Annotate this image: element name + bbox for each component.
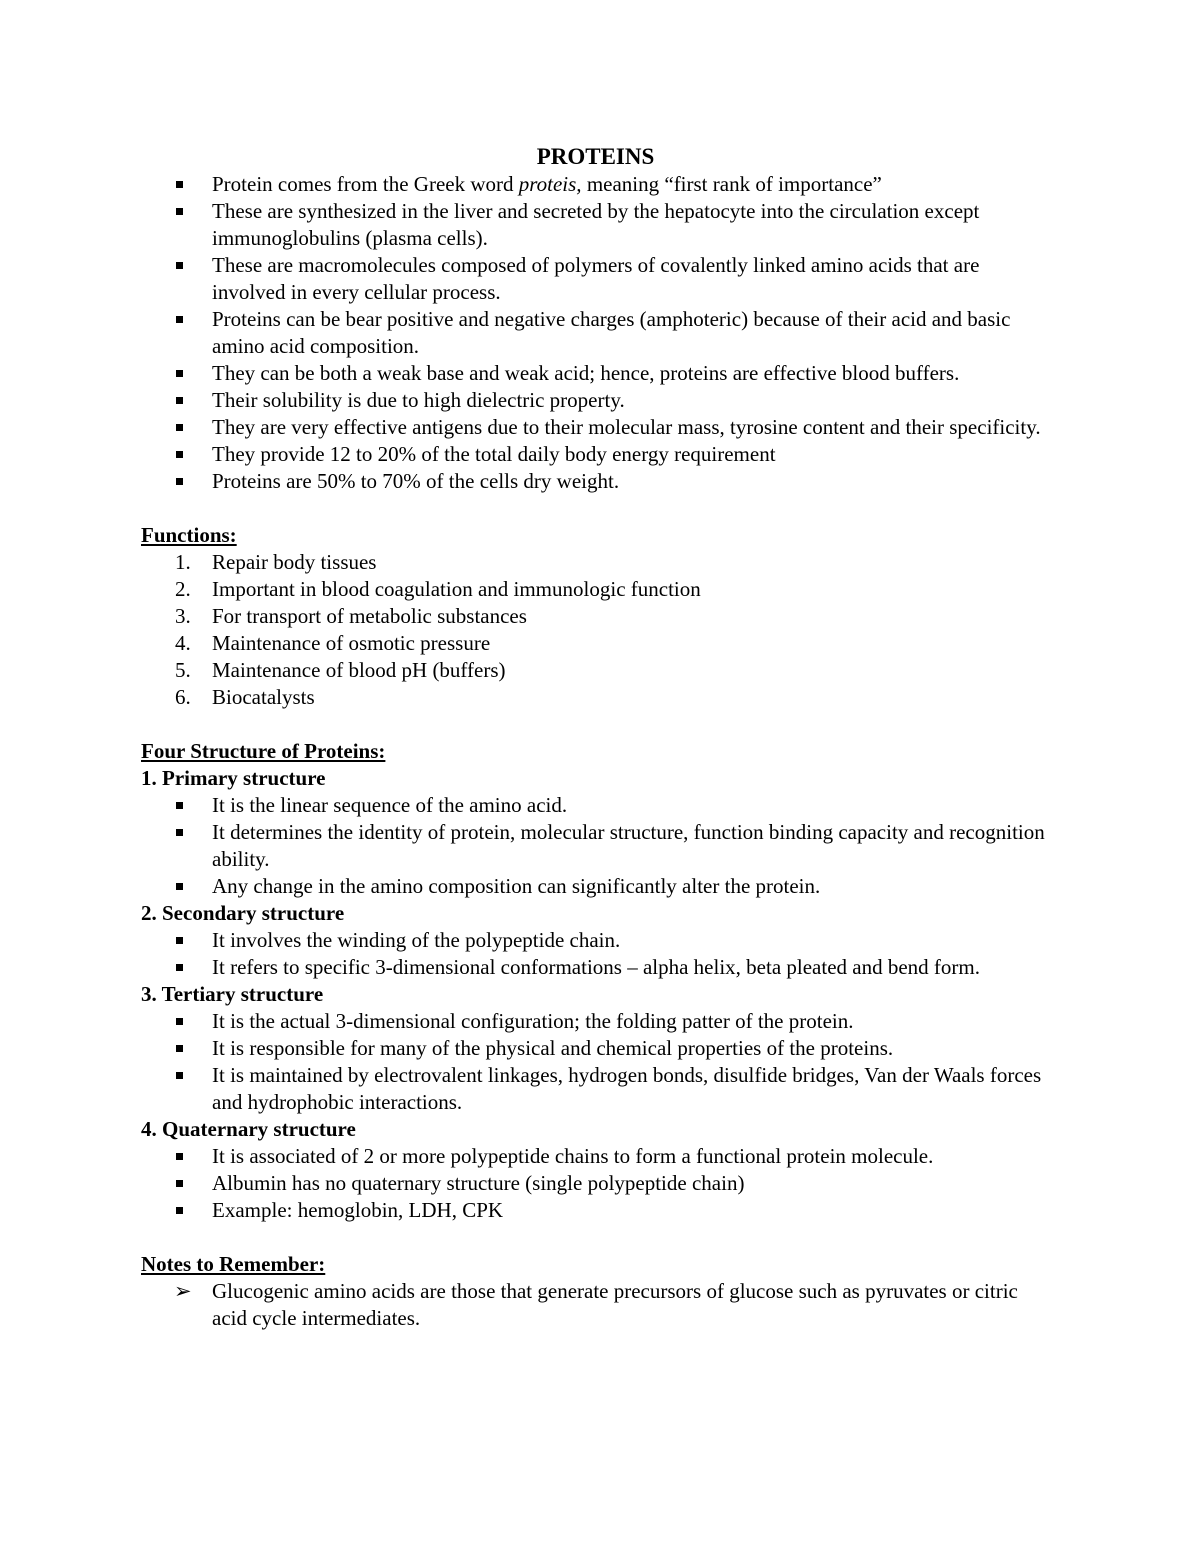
spacer — [141, 495, 1050, 522]
secondary-structure-title: 2. Secondary structure — [141, 901, 345, 925]
functions-heading: Functions: — [141, 523, 237, 547]
function-item — [175, 630, 1050, 657]
tertiary-structure-list — [141, 1008, 1050, 1116]
notes-heading: Notes to Remember: — [141, 1252, 326, 1276]
function-text: Maintenance of blood pH (buffers) — [212, 658, 506, 682]
function-item — [175, 549, 1050, 576]
structure-bullet-item: It is associated of 2 or more polypeptide chains to form a functional protein molecule. — [212, 1143, 1050, 1170]
function-text: For transport of metabolic substances — [212, 604, 527, 628]
intro-bullet-item: These are macromolecules composed of polymers of covalently linked amino acids that are involved in every cellular process. — [212, 252, 1050, 306]
function-item — [175, 684, 1050, 711]
intro-bullet-item — [212, 171, 1050, 198]
intro-bullet-item: They can be both a weak base and weak acid; hence, proteins are effective blood buffers. — [212, 360, 1050, 387]
spacer — [141, 1224, 1050, 1251]
list-number: 1. — [175, 550, 191, 574]
intro-bullet-item: They are very effective antigens due to their molecular mass, tyrosine content and their specificity. — [212, 414, 1050, 441]
primary-structure-title: 1. Primary structure — [141, 766, 326, 790]
intro-bullet-item: They provide 12 to 20% of the total daily body energy requirement — [212, 441, 1050, 468]
bullet-text: Protein comes from the Greek word — [212, 172, 519, 196]
structure-bullet-item: It is the linear sequence of the amino acid. — [212, 792, 1050, 819]
quaternary-structure-list — [141, 1143, 1050, 1224]
structure-bullet-item: It is maintained by electrovalent linkages, hydrogen bonds, disulfide bridges, Van der Waals forces and hydrophobic interactions. — [212, 1062, 1050, 1116]
function-text: Maintenance of osmotic pressure — [212, 631, 491, 655]
arrow-bullet-icon: ➢ — [174, 1279, 192, 1303]
function-item — [175, 603, 1050, 630]
structure-bullet-item: Example: hemoglobin, LDH, CPK — [212, 1197, 1050, 1224]
intro-bullet-list — [141, 171, 1050, 495]
list-number: 4. — [175, 631, 191, 655]
structures-heading: Four Structure of Proteins: — [141, 739, 386, 763]
function-item — [175, 576, 1050, 603]
bullet-text-italic: proteis, — [518, 172, 582, 196]
structure-bullet-item: Any change in the amino composition can significantly alter the protein. — [212, 873, 1050, 900]
quaternary-structure-title: 4. Quaternary structure — [141, 1117, 356, 1141]
intro-bullet-item: These are synthesized in the liver and secreted by the hepatocyte into the circulation except immunoglobulins (plasma cells). — [212, 198, 1050, 252]
functions-list — [141, 549, 1050, 711]
note-item — [174, 1278, 1050, 1332]
list-number: 5. — [175, 658, 191, 682]
structure-bullet-item: It involves the winding of the polypeptide chain. — [212, 927, 1050, 954]
intro-bullet-item: Proteins are 50% to 70% of the cells dry weight. — [212, 468, 1050, 495]
spacer — [141, 711, 1050, 738]
intro-bullet-item: Proteins can be bear positive and negative charges (amphoteric) because of their acid and basic amino acid composition. — [212, 306, 1050, 360]
function-item — [175, 657, 1050, 684]
structure-bullet-item: It refers to specific 3-dimensional conformations – alpha helix, beta pleated and bend form. — [212, 954, 1050, 981]
structure-bullet-item: Albumin has no quaternary structure (single polypeptide chain) — [212, 1170, 1050, 1197]
notes-list — [141, 1278, 1050, 1332]
structure-bullet-item: It determines the identity of protein, molecular structure, function binding capacity and recognition ability. — [212, 819, 1050, 873]
structure-bullet-item: It is the actual 3-dimensional configuration; the folding patter of the protein. — [212, 1008, 1050, 1035]
list-number: 6. — [175, 685, 191, 709]
note-text: Glucogenic amino acids are those that generate precursors of glucose such as pyruvates or citric acid cycle intermediates. — [212, 1279, 1018, 1330]
function-text: Important in blood coagulation and immunologic function — [212, 577, 701, 601]
function-text: Repair body tissues — [212, 550, 377, 574]
page-title: PROTEINS — [536, 144, 655, 169]
tertiary-structure-title: 3. Tertiary structure — [141, 982, 324, 1006]
list-number: 2. — [175, 577, 191, 601]
secondary-structure-list — [141, 927, 1050, 981]
bullet-text: meaning “first rank of importance” — [581, 172, 882, 196]
intro-bullet-item: Their solubility is due to high dielectric property. — [212, 387, 1050, 414]
structure-bullet-item: It is responsible for many of the physical and chemical properties of the proteins. — [212, 1035, 1050, 1062]
primary-structure-list — [141, 792, 1050, 900]
list-number: 3. — [175, 604, 191, 628]
function-text: Biocatalysts — [212, 685, 315, 709]
